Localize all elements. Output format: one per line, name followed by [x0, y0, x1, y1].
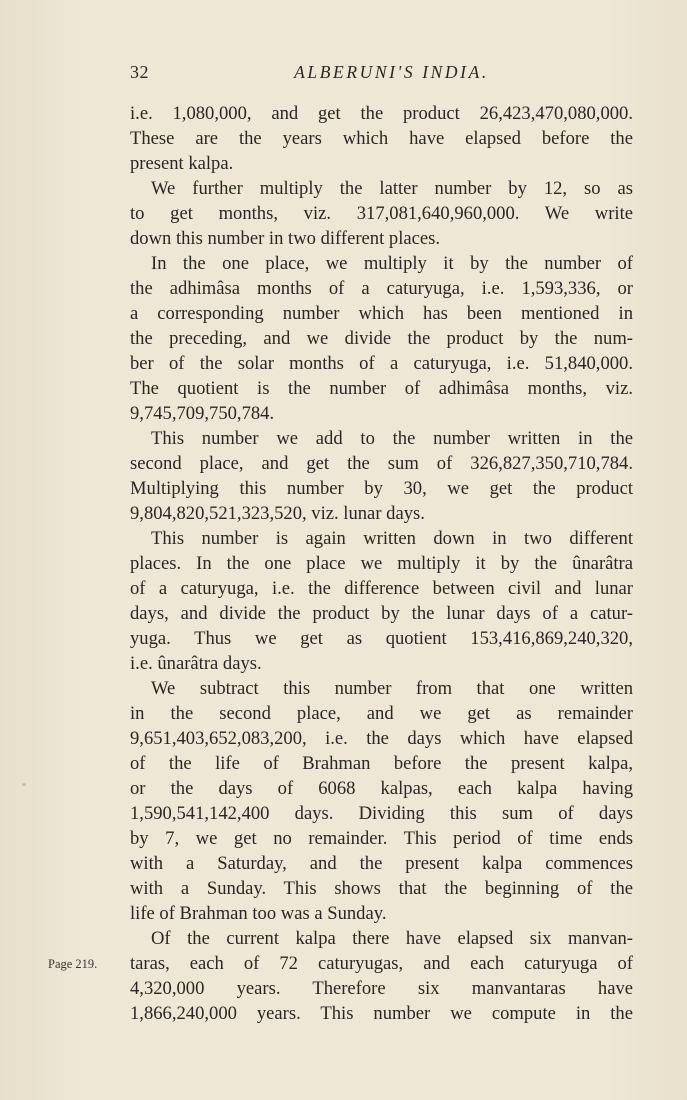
- text-line: 9,745,709,750,784.: [130, 403, 275, 424]
- text-line: present kalpa.: [130, 153, 234, 174]
- running-title: ALBERUNI'S INDIA.: [294, 62, 489, 82]
- text-line: 4,320,000 years. Therefore six manvantaras have: [130, 978, 633, 999]
- text-line: life of Brahman too was a Sunday.: [130, 903, 387, 924]
- text-line: second place, and get the sum of 326,827,350,710,784.: [130, 453, 633, 474]
- text-line: This number is again written down in two different: [151, 528, 633, 549]
- text-line: taras, each of 72 caturyugas, and each caturyuga of: [130, 953, 633, 974]
- paper-speck: [22, 783, 26, 786]
- text-line: i.e. ûnarâtra days.: [130, 653, 262, 674]
- text-line: with a Sunday. This shows that the beginning of the: [130, 878, 633, 899]
- text-line: The quotient is the number of adhimâsa months, viz.: [130, 378, 633, 399]
- text-line: the preceding, and we divide the product by the num-: [130, 328, 633, 349]
- text-line: to get months, viz. 317,081,640,960,000. We write: [130, 203, 633, 224]
- text-line: In the one place, we multiply it by the number of: [151, 253, 633, 274]
- running-head: [130, 62, 635, 88]
- text-line: i.e. 1,080,000, and get the product 26,423,470,080,000.: [130, 103, 633, 124]
- text-line: or the days of 6068 kalpas, each kalpa having: [130, 778, 633, 799]
- text-line: Of the current kalpa there have elapsed six manvan-: [151, 928, 633, 949]
- text-line: 9,651,403,652,083,200, i.e. the days which have elapsed: [130, 728, 633, 749]
- text-line: We further multiply the latter number by 12, so as: [151, 178, 633, 199]
- text-line: with a Saturday, and the present kalpa commences: [130, 853, 633, 874]
- text-line: These are the years which have elapsed before the: [130, 128, 633, 149]
- text-line: of the life of Brahman before the present kalpa,: [130, 753, 633, 774]
- text-line: 1,590,541,142,400 days. Dividing this sum of days: [130, 803, 633, 824]
- text-line: places. In the one place we multiply it by the ûnarâtra: [130, 553, 633, 574]
- text-line: ber of the solar months of a caturyuga, i.e. 51,840,000.: [130, 353, 633, 374]
- text-line: by 7, we get no remainder. This period of time ends: [130, 828, 633, 849]
- text-line: 1,866,240,000 years. This number we compute in the: [130, 1003, 633, 1024]
- text-line: 9,804,820,521,323,520, viz. lunar days.: [130, 503, 425, 524]
- text-line: the adhimâsa months of a caturyuga, i.e. 1,593,336, or: [130, 278, 633, 299]
- text-line: This number we add to the number written in the: [151, 428, 633, 449]
- text-line: We subtract this number from that one written: [151, 678, 633, 699]
- text-line: down this number in two different places.: [130, 228, 441, 249]
- text-line: a corresponding number which has been mentioned in: [130, 303, 633, 324]
- text-line: Multiplying this number by 30, we get the product: [130, 478, 633, 499]
- text-line: in the second place, and we get as remainder: [130, 703, 633, 724]
- margin-page-reference: Page 219.: [48, 957, 98, 971]
- body-text: [130, 101, 633, 1026]
- text-line: of a caturyuga, i.e. the difference between civil and lunar: [130, 578, 633, 599]
- page-number: 32: [130, 62, 149, 82]
- text-line: yuga. Thus we get as quotient 153,416,869,240,320,: [130, 628, 633, 649]
- text-line: days, and divide the product by the lunar days of a catur-: [130, 603, 633, 624]
